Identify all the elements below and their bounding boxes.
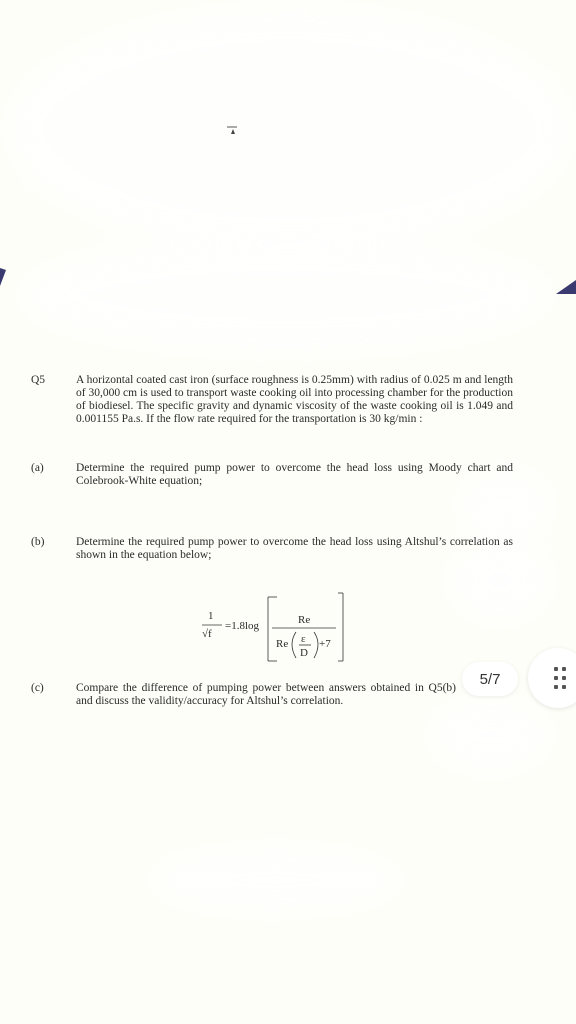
text-cursor-icon <box>227 126 237 134</box>
part-b-label: (b) <box>31 536 45 548</box>
page-indicator[interactable] <box>462 662 518 696</box>
eq-sqrt-f: √f <box>202 628 212 640</box>
glare-patch <box>10 10 570 250</box>
eq-numerator-one: 1 <box>208 610 214 622</box>
eq-epsilon: ε <box>301 633 306 645</box>
question-text: A horizontal coated cast iron (surface roughness is 0.25mm) with radius of 0.025 m and length of 30,000 cm is used to transport waste cooking oil into processing chamber for the production of biodiesel. The specific gravity and dynamic viscosity of the waste cooking oil is 1.049 and 0.001155 Pa.s. If the flow rate required for the transportation is 30 kg/min : <box>76 374 513 425</box>
part-c-label: (c) <box>31 682 44 694</box>
question-label: Q5 <box>31 374 46 386</box>
more-vert-icon[interactable] <box>554 667 570 689</box>
altshul-equation <box>200 592 350 664</box>
glare-patch <box>150 850 400 910</box>
page-edge-mark <box>556 280 576 294</box>
eq-lines <box>200 592 350 664</box>
glare-patch <box>20 240 550 350</box>
eq-rhs-prefix: =1.8log <box>225 620 260 632</box>
part-c-text: Compare the difference of pumping power between answers obtained in Q5(b) and discuss the validity/accuracy for Altshul’s correlation. <box>76 682 456 707</box>
eq-numerator-re: Re <box>298 614 311 626</box>
glare-patch <box>430 700 550 770</box>
page-indicator-label: 5/7 <box>479 670 501 688</box>
eq-re: Re <box>276 638 289 650</box>
part-b-text: Determine the required pump power to overcome the head loss using Altshul’s correlation as shown in the equation below; <box>76 536 513 561</box>
part-a-text: Determine the required pump power to overcome the head loss using Moody chart and Colebrook-White equation; <box>76 462 513 487</box>
eq-plus7: +7 <box>319 638 331 650</box>
part-a-label: (a) <box>31 462 44 474</box>
eq-d: D <box>300 647 308 659</box>
page-edge-mark <box>0 268 6 286</box>
